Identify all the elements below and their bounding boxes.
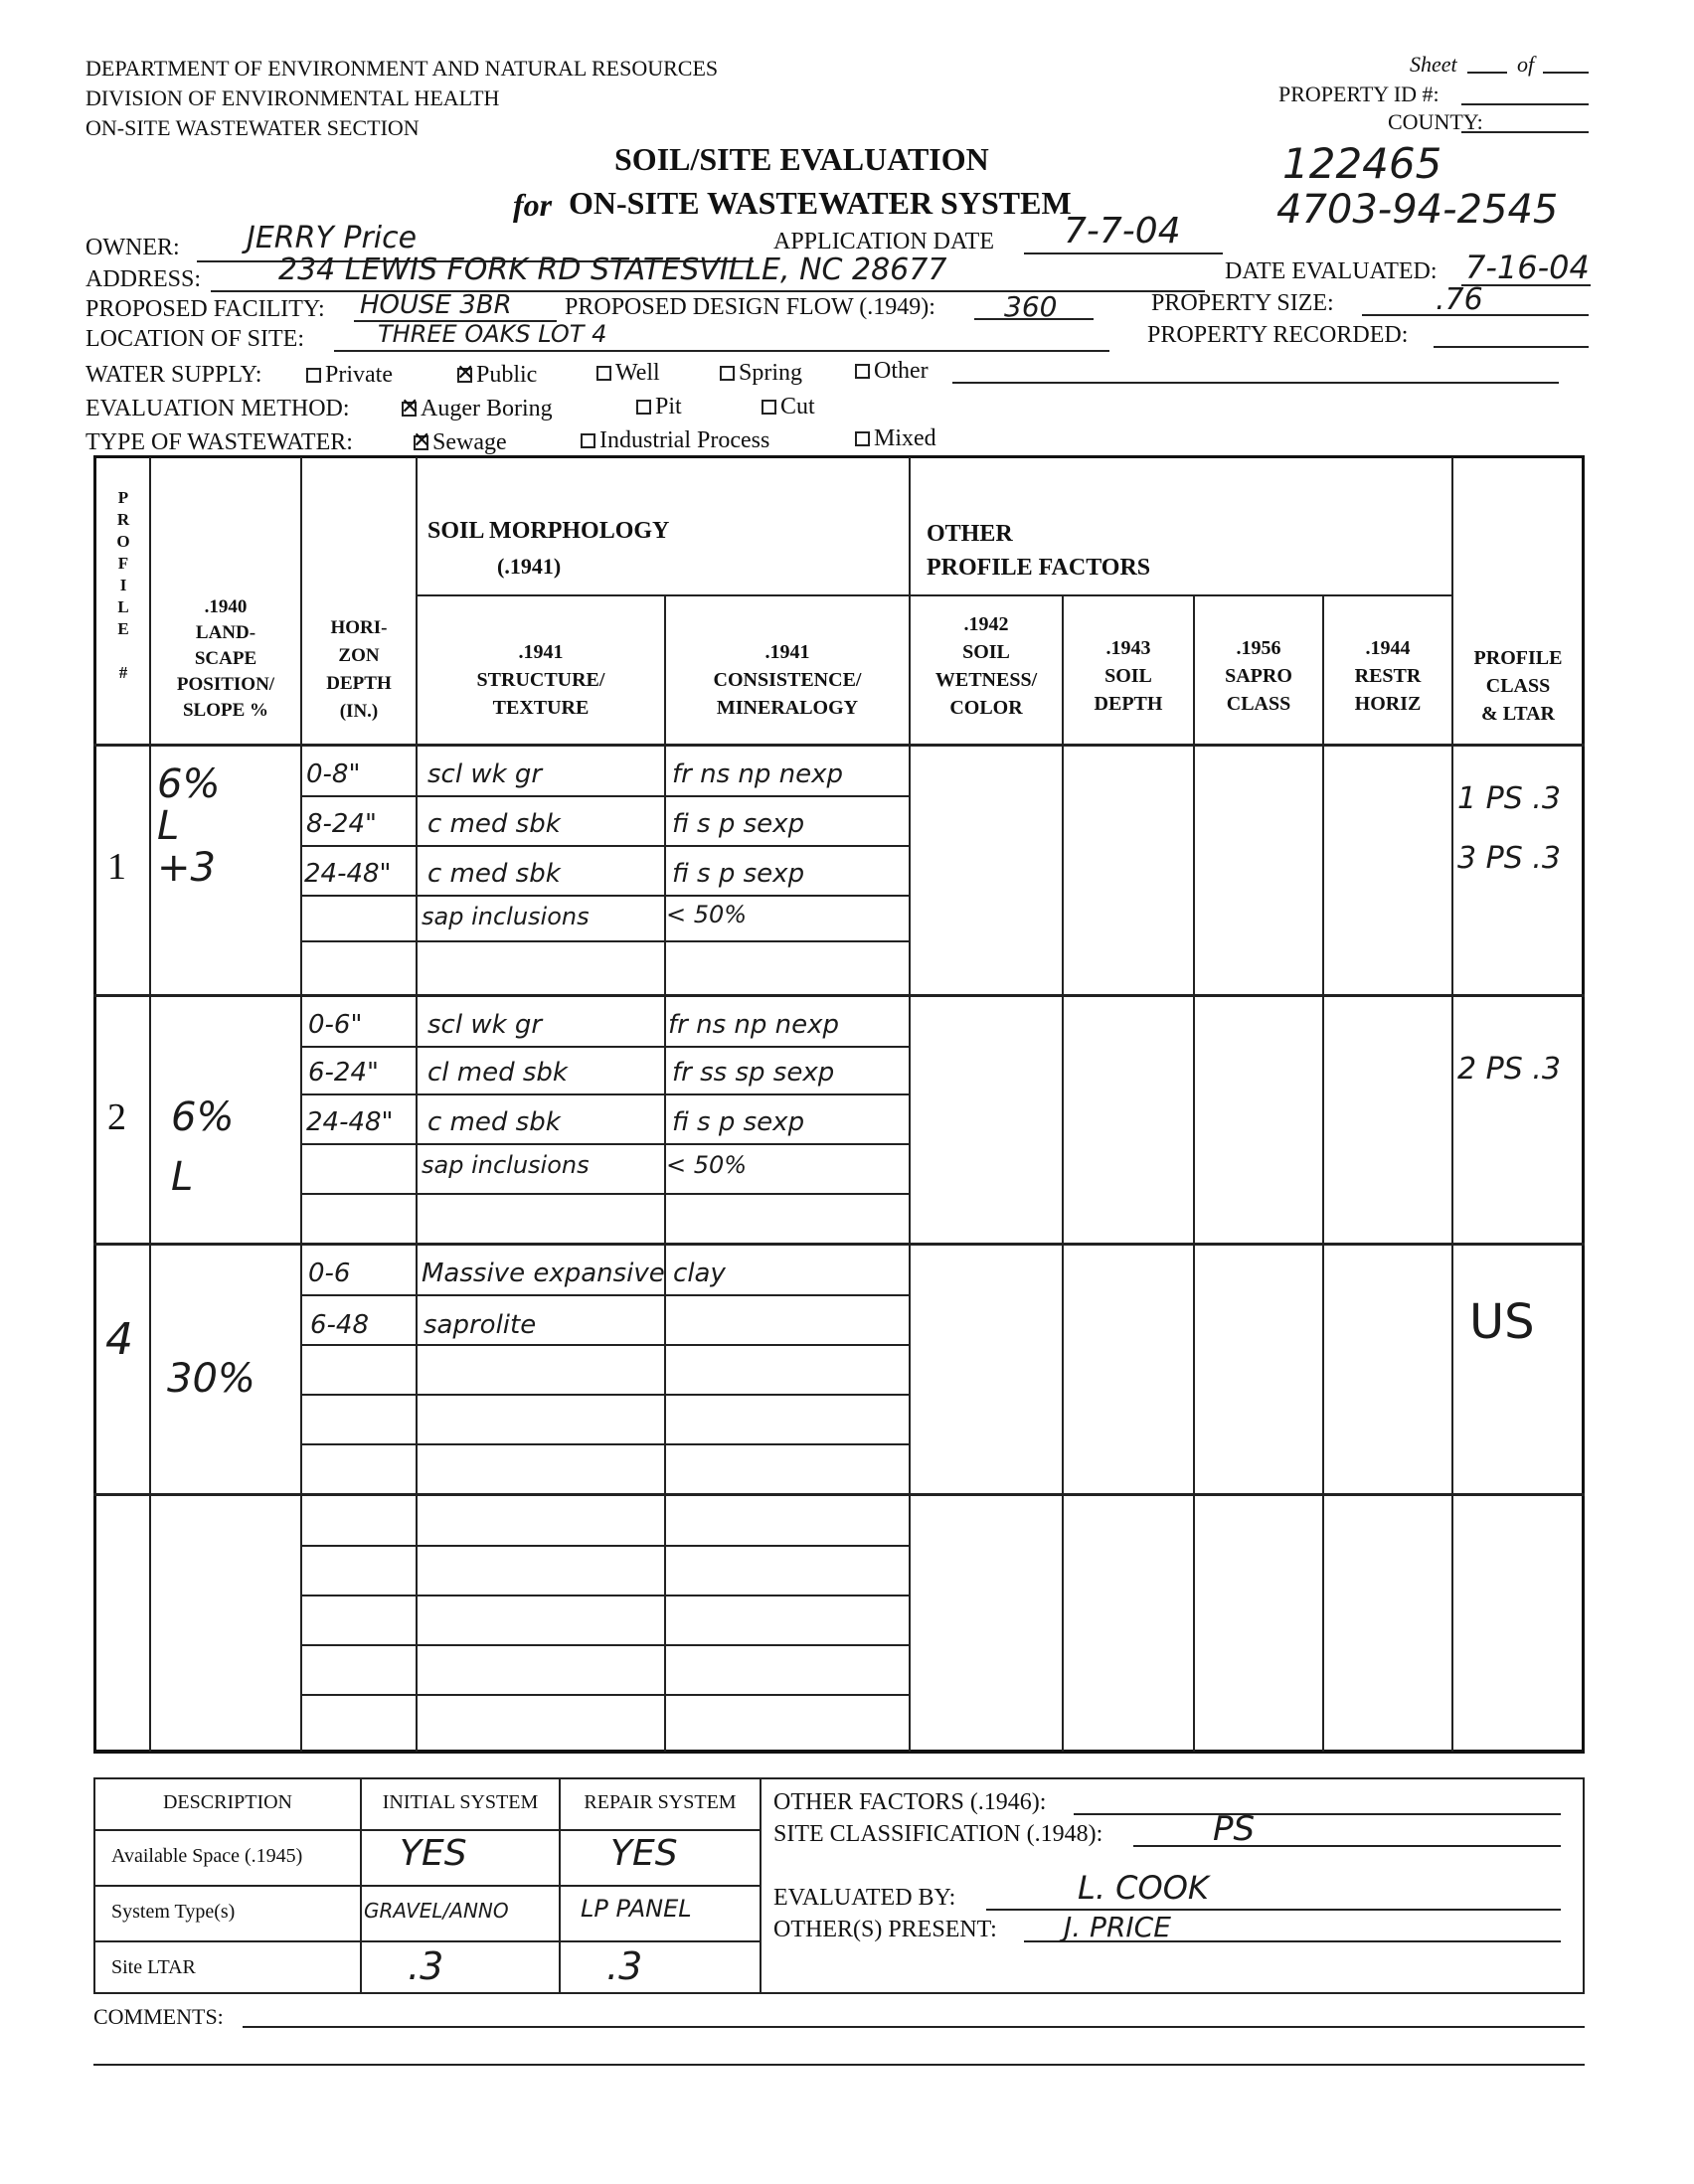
evaluated-by-value[interactable]: L. COOK <box>1078 1869 1209 1907</box>
method-pit-option[interactable]: Pit <box>636 394 682 420</box>
checkbox-icon <box>855 431 870 446</box>
p1-consistence-2: fi s p sexp <box>672 809 805 839</box>
hw-county-number: 4703-94-2545 <box>1276 187 1559 233</box>
division-name: DIVISION OF ENVIRONMENTAL HEALTH <box>85 85 500 110</box>
repair-system-header: REPAIR SYSTEM <box>584 1791 737 1813</box>
owner-label: OWNER: <box>85 235 180 260</box>
p1-depth-3: 24-48" <box>304 859 392 889</box>
available-space-repair[interactable]: YES <box>610 1833 678 1874</box>
county-label: COUNTY: <box>1388 109 1483 134</box>
application-date-value[interactable]: 7-7-04 <box>1064 211 1181 252</box>
proposed-facility-label: PROPOSED FACILITY: <box>85 296 325 322</box>
p4-structure-1: Massive expansive clay <box>422 1259 726 1288</box>
wastewater-mixed-option[interactable]: Mixed <box>855 425 936 452</box>
profile-2-number: 2 <box>107 1096 126 1138</box>
site-classification-label: SITE CLASSIFICATION (.1948): <box>773 1821 1103 1847</box>
others-present-value[interactable]: J. PRICE <box>1064 1911 1171 1943</box>
water-public-option[interactable]: ✕ Public <box>457 362 537 389</box>
property-id-label: PROPERTY ID #: <box>1278 82 1440 106</box>
method-cut-option[interactable]: Cut <box>762 394 815 420</box>
sheet-label: Sheet <box>1410 52 1457 77</box>
p4-depth-1: 0-6 <box>308 1259 351 1288</box>
evaluation-method-label: EVALUATION METHOD: <box>85 396 350 421</box>
sapro-class-header: .1956 SAPRO CLASS <box>1225 637 1292 715</box>
water-supply-label: WATER SUPPLY: <box>85 362 262 388</box>
hw-property-id: 122465 <box>1282 139 1442 188</box>
profile-4-landscape: 30% <box>167 1356 255 1402</box>
system-type-label: System Type(s) <box>111 1901 236 1923</box>
water-other-option[interactable]: Other <box>855 358 929 385</box>
profile-4-number: 4 <box>105 1314 133 1365</box>
checked-box-icon <box>402 402 417 417</box>
checkbox-icon <box>636 400 651 415</box>
water-well-option[interactable]: Well <box>596 360 660 387</box>
owner-value[interactable]: JERRY Price <box>247 221 418 255</box>
location-value[interactable]: THREE OAKS LOT 4 <box>378 320 607 348</box>
p1-consistence-1: fr ns np nexp <box>672 759 844 789</box>
title-for: for <box>513 187 553 223</box>
checked-box-icon <box>414 435 428 450</box>
proposed-facility-value[interactable]: HOUSE 3BR <box>360 290 512 320</box>
property-size-value[interactable]: .76 <box>1436 282 1483 317</box>
available-space-initial[interactable]: YES <box>400 1833 467 1874</box>
profile-number-header: P R O F I L E # <box>116 488 130 682</box>
checkbox-icon <box>762 400 776 415</box>
p1-class-2: 3 PS .3 <box>1457 841 1561 876</box>
checkbox-icon <box>720 366 735 381</box>
soil-morphology-header: SOIL MORPHOLOGY <box>427 518 670 544</box>
p1-depth-1: 0-8" <box>306 759 361 789</box>
p2-structure-4: sap inclusions <box>422 1151 590 1179</box>
site-classification-value[interactable]: PS <box>1213 1809 1256 1849</box>
site-ltar-repair[interactable]: .3 <box>606 1944 643 1988</box>
restr-horiz-header: .1944 RESTR HORIZ <box>1354 637 1422 715</box>
wastewater-sewage-option[interactable]: ✕ Sewage <box>414 429 507 456</box>
profile-1-landscape: 6% L +3 <box>157 761 221 891</box>
p2-consistence-4: < 50% <box>666 1151 748 1179</box>
system-type-repair[interactable]: LP PANEL <box>581 1895 692 1923</box>
p4-class-1: US <box>1469 1294 1535 1350</box>
p2-consistence-1: fr ns np nexp <box>668 1010 840 1040</box>
wastewater-industrial-option[interactable]: Industrial Process <box>581 427 769 454</box>
p2-consistence-2: fr ss sp sexp <box>672 1058 835 1088</box>
p2-depth-2: 6-24" <box>308 1058 379 1088</box>
p1-structure-3: c med sbk <box>427 859 561 889</box>
property-size-label: PROPERTY SIZE: <box>1151 290 1334 316</box>
design-flow-value[interactable]: 360 <box>1004 290 1058 323</box>
p2-depth-3: 24-48" <box>306 1107 394 1137</box>
date-evaluated-label: DATE EVALUATED: <box>1225 258 1438 284</box>
address-label: ADDRESS: <box>85 266 202 292</box>
p4-structure-2: saprolite <box>424 1310 537 1340</box>
wetness-header: .1942 SOIL WETNESS/ COLOR <box>934 613 1038 719</box>
p2-consistence-3: fi s p sexp <box>672 1107 805 1137</box>
profile-2-landscape: 6% L <box>171 1094 235 1200</box>
landscape-header: .1940 LAND- SCAPE POSITION/ SLOPE % <box>176 596 275 721</box>
other-factors-header: OTHER PROFILE FACTORS <box>927 521 1151 581</box>
form-subtitle: ON-SITE WASTEWATER SYSTEM <box>569 185 1072 221</box>
p1-consistence-4: < 50% <box>666 901 748 928</box>
p1-depth-2: 8-24" <box>306 809 377 839</box>
method-auger-option[interactable]: ✕ Auger Boring <box>402 396 553 422</box>
initial-system-header: INITIAL SYSTEM <box>382 1791 539 1813</box>
date-evaluated-value[interactable]: 7-16-04 <box>1465 249 1590 286</box>
p2-structure-1: scl wk gr <box>427 1010 543 1040</box>
soil-depth-header: .1943 SOIL DEPTH <box>1094 637 1163 715</box>
evaluated-by-label: EVALUATED BY: <box>773 1885 956 1911</box>
dept-name: DEPARTMENT OF ENVIRONMENT AND NATURAL RESOURCES <box>85 56 719 81</box>
location-label: LOCATION OF SITE: <box>85 326 304 352</box>
p1-structure-4: sap inclusions <box>422 903 590 930</box>
form-title: SOIL/SITE EVALUATION <box>614 141 989 177</box>
checkbox-icon <box>855 364 870 379</box>
p2-structure-2: cl med sbk <box>427 1058 568 1088</box>
structure-header: .1941 STRUCTURE/ TEXTURE <box>476 641 605 719</box>
water-private-option[interactable]: Private <box>306 362 393 389</box>
profile-1-number: 1 <box>107 846 126 888</box>
application-date-label: APPLICATION DATE <box>773 229 994 254</box>
checkbox-icon <box>306 368 321 383</box>
horizon-depth-header: HORI- ZON DEPTH (IN.) <box>326 617 392 722</box>
p2-structure-3: c med sbk <box>427 1107 561 1137</box>
p1-consistence-3: fi s p sexp <box>672 859 805 889</box>
of-label: of <box>1517 52 1535 77</box>
checked-box-icon <box>457 368 472 383</box>
other-factors-label: OTHER FACTORS (.1946): <box>773 1789 1047 1815</box>
p1-structure-1: scl wk gr <box>427 759 543 789</box>
profile-class-header: PROFILE CLASS & LTAR <box>1473 647 1563 725</box>
available-space-label: Available Space (.1945) <box>111 1845 303 1867</box>
site-ltar-label: Site LTAR <box>111 1956 196 1978</box>
water-spring-option[interactable]: Spring <box>720 360 802 387</box>
consistence-header: .1941 CONSISTENCE/ MINERALOGY <box>713 641 862 719</box>
comments-label: COMMENTS: <box>93 2004 224 2029</box>
address-value[interactable]: 234 LEWIS FORK RD STATESVILLE, NC 28677 <box>278 252 947 287</box>
property-recorded-label: PROPERTY RECORDED: <box>1147 322 1409 348</box>
design-flow-label: PROPOSED DESIGN FLOW (.1949): <box>565 294 935 320</box>
checkbox-icon <box>596 366 611 381</box>
wastewater-label: TYPE OF WASTEWATER: <box>85 429 353 455</box>
p1-class-1: 1 PS .3 <box>1457 781 1561 816</box>
p2-depth-1: 0-6" <box>308 1010 363 1040</box>
description-header: DESCRIPTION <box>162 1791 292 1813</box>
p4-depth-2: 6-48 <box>310 1310 370 1340</box>
site-ltar-initial[interactable]: .3 <box>408 1944 444 1988</box>
soil-morphology-sub: (.1941) <box>497 554 562 579</box>
system-type-initial[interactable]: GRAVEL/ANNO <box>364 1899 509 1923</box>
checkbox-icon <box>581 433 595 448</box>
p1-structure-2: c med sbk <box>427 809 561 839</box>
p2-class-1: 2 PS .3 <box>1457 1052 1561 1087</box>
section-name: ON-SITE WASTEWATER SECTION <box>85 115 420 140</box>
others-present-label: OTHER(S) PRESENT: <box>773 1917 997 1942</box>
